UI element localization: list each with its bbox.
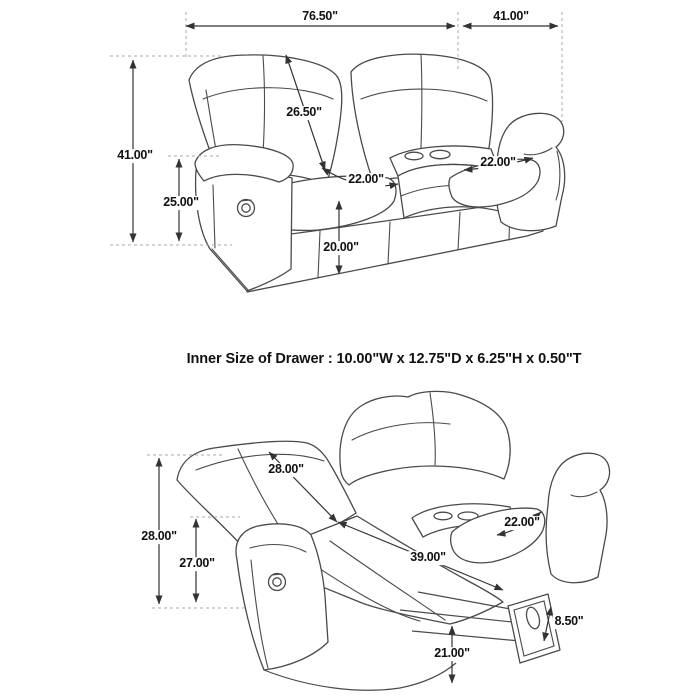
dim-label-arm-height: 25.00" (163, 195, 199, 210)
dim-label-reclined-height: 28.00" (141, 529, 177, 544)
dim-label-overall-height: 41.00" (117, 148, 153, 163)
dim-label-right-seat-width: 22.00" (480, 155, 516, 170)
dim-label-overall-width: 76.50" (302, 9, 338, 24)
dim-label-floor-clearance: 21.00" (434, 646, 470, 661)
recline-lever-icon (269, 574, 286, 591)
dim-label-reclined-arm-height: 27.00" (179, 556, 215, 571)
dim-label-footrest-height: 8.50" (554, 614, 584, 629)
reclined-sofa-illustration (177, 391, 610, 690)
dim-label-back-height: 26.50" (286, 105, 322, 120)
dim-label-left-seat-width: 22.00" (348, 172, 384, 187)
dim-label-reclined-back-length: 28.00" (268, 462, 304, 477)
drawer-size-note: Inner Size of Drawer : 10.00"W x 12.75"D x 6.25"H x 0.50"T (186, 351, 582, 367)
cup-holder (434, 512, 452, 520)
dim-label-recline-length: 39.00" (410, 550, 446, 565)
dim-label-overall-depth: 41.00" (493, 9, 529, 24)
recline-lever-icon (238, 200, 255, 217)
cup-holder (405, 152, 423, 160)
dim-label-reclined-seat-width: 22.00" (504, 515, 540, 530)
cup-holder (430, 150, 450, 158)
dim-label-seat-height: 20.00" (323, 240, 359, 255)
